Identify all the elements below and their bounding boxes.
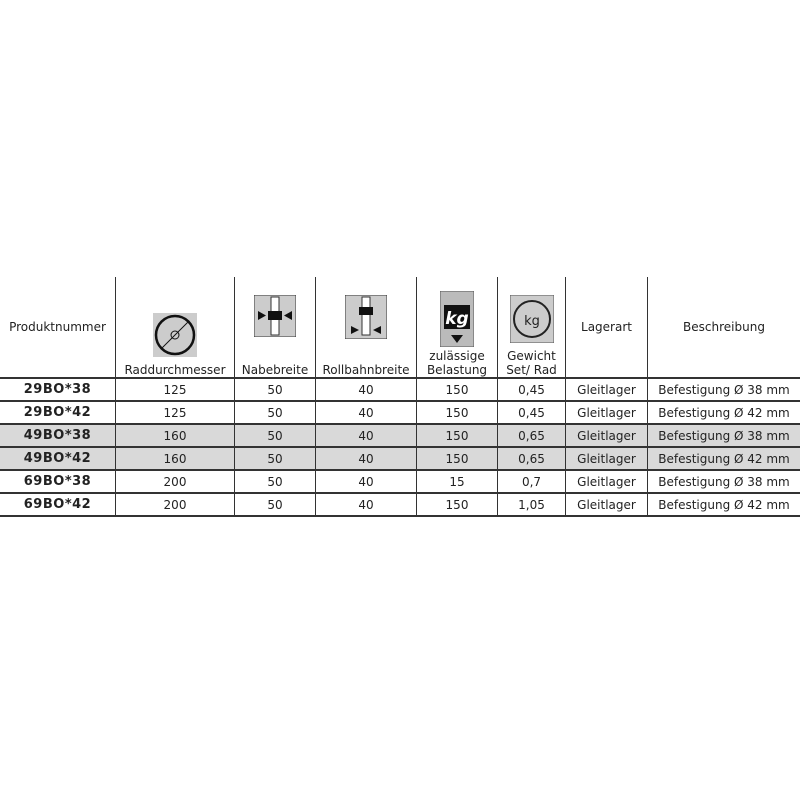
cell-beschreibung: Befestigung Ø 38 mm [648, 378, 800, 401]
cell-raddurchmesser: 160 [116, 447, 235, 470]
cell-rollbahnbreite: 40 [316, 493, 417, 516]
cell-raddurchmesser: 125 [116, 401, 235, 424]
cell-rollbahnbreite: 40 [316, 447, 417, 470]
load-kg-icon [440, 291, 474, 347]
cell-gewicht: 0,65 [498, 447, 566, 470]
table-row [0, 378, 800, 401]
header-label: Raddurchmesser [124, 363, 226, 377]
cell-produktnummer: 69BO*38 [0, 470, 116, 493]
cell-belastung: 150 [417, 447, 498, 470]
header-gewicht [498, 277, 566, 378]
cell-nabebreite: 50 [235, 470, 316, 493]
cell-raddurchmesser: 125 [116, 378, 235, 401]
cell-rollbahnbreite: 40 [316, 424, 417, 447]
cell-beschreibung: Befestigung Ø 42 mm [648, 447, 800, 470]
cell-lagerart: Gleitlager [566, 424, 648, 447]
cell-nabebreite: 50 [235, 424, 316, 447]
cell-gewicht: 1,05 [498, 493, 566, 516]
cell-rollbahnbreite: 40 [316, 470, 417, 493]
cell-gewicht: 0,65 [498, 424, 566, 447]
hub-width-icon [254, 295, 296, 337]
cell-nabebreite: 50 [235, 493, 316, 516]
cell-beschreibung: Befestigung Ø 38 mm [648, 424, 800, 447]
cell-produktnummer: 69BO*42 [0, 493, 116, 516]
cell-belastung: 150 [417, 424, 498, 447]
header-label: Nabebreite [241, 363, 309, 377]
cell-raddurchmesser: 200 [116, 470, 235, 493]
cell-belastung: 15 [417, 470, 498, 493]
table-row [0, 470, 800, 493]
product-table [0, 277, 800, 517]
cell-nabebreite: 50 [235, 378, 316, 401]
cell-raddurchmesser: 160 [116, 424, 235, 447]
header-label: zulässige Belastung [426, 349, 488, 377]
cell-produktnummer: 49BO*38 [0, 424, 116, 447]
table-row [0, 424, 800, 447]
cell-rollbahnbreite: 40 [316, 401, 417, 424]
cell-beschreibung: Befestigung Ø 38 mm [648, 470, 800, 493]
header-label: Gewicht Set/ Rad [506, 349, 557, 377]
svg-text:kg: kg [445, 309, 469, 329]
cell-produktnummer: 29BO*38 [0, 378, 116, 401]
cell-lagerart: Gleitlager [566, 470, 648, 493]
cell-gewicht: 0,7 [498, 470, 566, 493]
wheel-diameter-icon [153, 313, 197, 357]
header-nabebreite [235, 277, 316, 378]
header-belastung [417, 277, 498, 378]
cell-beschreibung: Befestigung Ø 42 mm [648, 401, 800, 424]
tread-width-icon [345, 295, 387, 339]
table-row [0, 493, 800, 516]
cell-nabebreite: 50 [235, 447, 316, 470]
table-row [0, 401, 800, 424]
table-row [0, 447, 800, 470]
header-row [0, 277, 800, 378]
cell-rollbahnbreite: 40 [316, 378, 417, 401]
cell-gewicht: 0,45 [498, 378, 566, 401]
svg-text:kg: kg [523, 314, 540, 329]
cell-nabebreite: 50 [235, 401, 316, 424]
cell-raddurchmesser: 200 [116, 493, 235, 516]
header-raddurchmesser [116, 277, 235, 378]
cell-belastung: 150 [417, 378, 498, 401]
header-beschreibung: Beschreibung [648, 277, 800, 378]
cell-produktnummer: 29BO*42 [0, 401, 116, 424]
cell-beschreibung: Befestigung Ø 42 mm [648, 493, 800, 516]
cell-gewicht: 0,45 [498, 401, 566, 424]
cell-lagerart: Gleitlager [566, 493, 648, 516]
cell-lagerart: Gleitlager [566, 378, 648, 401]
cell-lagerart: Gleitlager [566, 401, 648, 424]
header-produktnummer: Produktnummer [0, 277, 116, 378]
cell-produktnummer: 49BO*42 [0, 447, 116, 470]
header-label: Rollbahnbreite [322, 363, 410, 377]
cell-belastung: 150 [417, 401, 498, 424]
weight-kg-icon [510, 295, 554, 343]
cell-belastung: 150 [417, 493, 498, 516]
header-rollbahnbreite [316, 277, 417, 378]
cell-lagerart: Gleitlager [566, 447, 648, 470]
header-lagerart: Lagerart [566, 277, 648, 378]
